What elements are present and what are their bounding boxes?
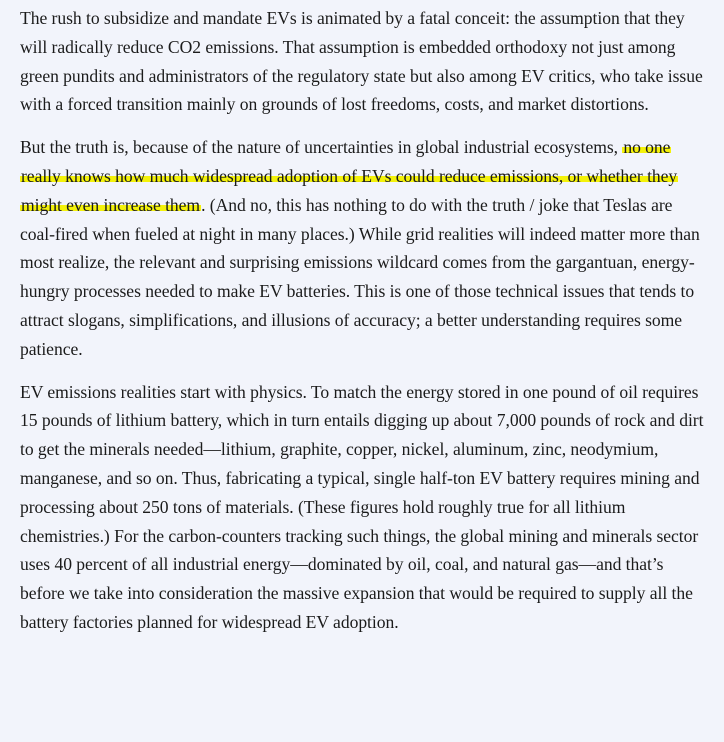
paragraph-3: EV emissions realities start with physics. To match the energy stored in one pound of oil requires 15 pounds of lithium battery, which in turn entails digging up about 7,000 pounds of rock and dirt to get the minerals needed—lithium, graphite, copper, nickel, aluminum, zinc, neodymium, manganese, and so on. Thus, fabricating a typical, single half-ton EV battery requires mining and processing about 250 tons of materials. (These figures hold roughly true for all lithium chemistries.) For the carbon-counters tracking such things, the global mining and minerals sector uses 40 percent of all industrial energy—dominated by oil, coal, and natural gas—and that’s before we take into consideration the massive expansion that would be required to supply all the battery factories planned for widespread EV adoption. <box>20 381 704 632</box>
highlighted-passage: no one really knows how much widespread adoption of EVs could reduce emissions, or whether they might even increase them <box>21 137 678 215</box>
paragraph-2-rest: . (And no, this has nothing to do with the truth / joke that Teslas are coal-fired when fueled at night in many places.) While grid realities will indeed matter more than most realize, the relevant and surprising emissions wildcard comes from the gargantuan, energy-hungry processes needed to make EV batteries. This is one of those technical issues that tends to attract slogans, simplifications, and illusions of accuracy; a better understanding requires some patience. <box>20 194 700 359</box>
paragraph-1: The rush to subsidize and mandate EVs is animated by a fatal conceit: the assumption that they will radically reduce CO2 emissions. That assumption is embedded orthodoxy not just among green pundits and administrators of the regulatory state but also among EV critics, who take issue with a forced transition mainly on grounds of lost freedoms, costs, and market distortions. <box>20 8 703 115</box>
paragraph-2-lead: But the truth is, because of the nature of uncertainties in global industrial ecosystems, <box>20 137 623 158</box>
paragraph-2 <box>20 133 704 363</box>
